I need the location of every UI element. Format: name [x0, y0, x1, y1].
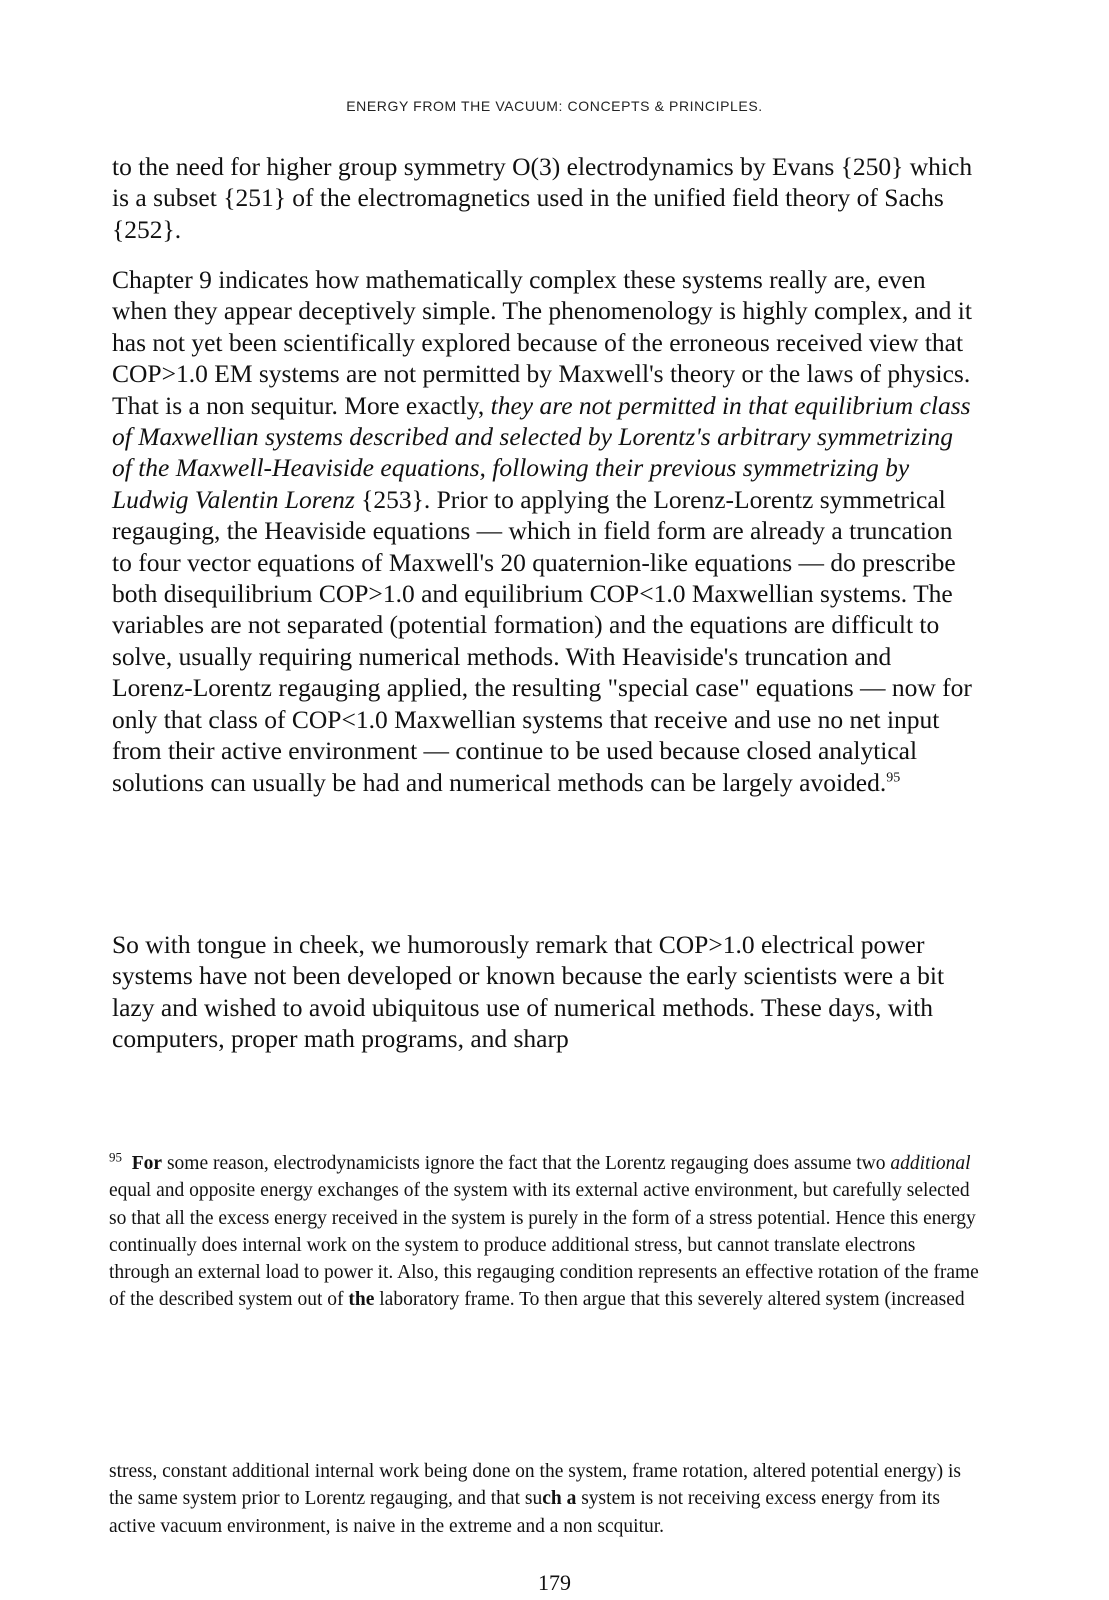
footnote-95	[109, 1150, 979, 1314]
running-head: ENERGY FROM THE VACUUM: CONCEPTS & PRINCIPLES.	[346, 98, 763, 114]
footnote-bold-fragment: ch a	[542, 1488, 577, 1510]
paragraph-text: to the need for higher group symmetry O(3) electrodynamics by Evans {250} which is a subset {251} of the electromagnetics used in the unified field theory of Sachs {252}.	[112, 152, 973, 244]
footnote-text: laboratory frame. To then argue that this severely altered system (increased	[374, 1289, 965, 1311]
page-number: 179	[538, 1570, 571, 1595]
footnote-bold-lead: For	[131, 1153, 163, 1174]
body-paragraph-2	[112, 264, 978, 798]
footnote-text: system is not receiving excess energy from its active vacuum environment, is naive in the extreme and a non scquitur.	[109, 1488, 940, 1537]
footnote-text: stress, constant additional internal work being done on the system, frame rotation, altered potential energy) is the same system prior to Lorentz regauging, and that su	[109, 1461, 961, 1510]
footnote-reference[interactable]: 95	[886, 770, 901, 785]
footnote-italic: additional	[890, 1153, 971, 1174]
paragraph-text	[112, 264, 978, 798]
footnote-text: some reason, electrodynamicists ignore the fact that the Lorentz regauging does assume two	[162, 1153, 891, 1174]
paragraph-rest: {253}. Prior to applying the Lorenz-Lorentz symmetrical regauging, the Heaviside equations — which in field form are already a truncation to four vector equations of Maxwell's 20 quaternion-like equations — do prescribe both disequilibrium COP>1.0 and equilibrium COP<1.0 Maxwellian systems. The variables are not separated (potential formation) and the equations are difficult to solve, usually requiring numerical methods. With Heaviside's truncation and Lorenz-Lorentz regauging applied, the resulting "special case" equations — now for only that class of COP<1.0 Maxwellian systems that receive and use no net input from their active environment — continue to be used because closed analytical solutions can usually be had and numerical methods can be largely avoided.	[112, 484, 972, 797]
footnote-bold-word: the	[348, 1289, 375, 1311]
paragraph-text: So with tongue in cheek, we humorously remark that COP>1.0 electrical power systems have not been developed or known because the early scientists were a bit lazy and wished to avoid ubiquitous use of numerical methods. These days, with computers, proper math programs, and sharp	[112, 930, 945, 1054]
body-paragraph-1	[112, 151, 978, 245]
paragraph-lead: Chapter 9 indicates how mathematically complex these systems really are, even when they appear deceptively simple. The phenomenology is highly complex, and it has not yet been scientifically explored because of the erroneous received view that COP>1.0 EM systems are not permitted by Maxwell's theory or the laws of physics. That is a non sequitur. More exactly,	[112, 265, 972, 420]
footnote-marker: 95	[109, 1149, 122, 1165]
footnote-continued	[109, 1458, 979, 1540]
italic-passage: they are not permitted in that equilibrium class of Maxwellian systems described and selected by Lorentz's arbitrary symmetrizing of the Maxwell-Heaviside equations, following their previous symmetrizing by Ludwig Valentin Lorenz	[112, 390, 971, 514]
footnote-text: equal and opposite energy exchanges of the system with its external active environment, but carefully selected so that all the excess energy received in the system is purely in the form of a stress potential. Hence this energy continually does internal work on the system to produce additional stress, but cannot translate electrons through an external load to power it. Also, this regauging condition represents an effective rotation of the frame of the described system out of	[109, 1180, 979, 1311]
body-paragraph-3	[112, 929, 978, 1055]
